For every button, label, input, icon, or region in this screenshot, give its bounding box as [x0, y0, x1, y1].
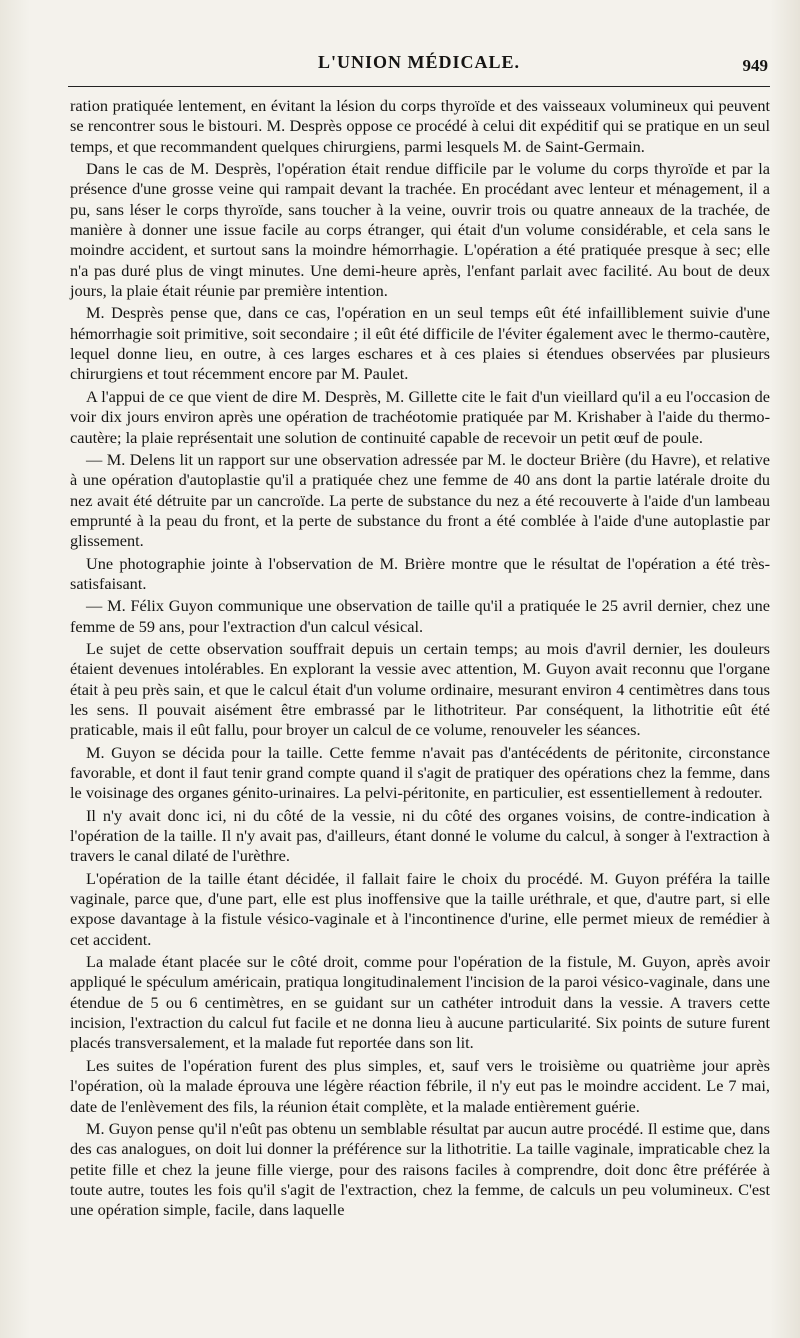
page-number: 949 [742, 56, 768, 75]
page-header [68, 46, 770, 87]
paragraph: La malade étant placée sur le côté droit, comme pour l'opération de la fistule, M. Guyon, après avoir appliqué le spéculum américain, pratiqua longitudinalement l'incision de la paroi vésico-vaginale, dans une étendue de 5 ou 6 centimètres, en se guidant sur un cathéter introduit dans la vessie. A travers cette incision, l'extraction du calcul fut facile et ne donna lieu à aucune particularité. Six points de suture furent placés transversalement, et la malade fut reportée dans son lit. [70, 952, 770, 1053]
paragraph: M. Desprès pense que, dans ce cas, l'opération en un seul temps eût été infailliblement suivie d'une hémorrhagie soit primitive, soit secondaire ; il eût été difficile de l'éviter également avec le thermo-cautère, lequel donne lieu, en outre, à ces larges eschares et à ces plaies si étendues observées par plusieurs chirurgiens et tout récemment encore par M. Paulet. [70, 303, 770, 384]
article-body [70, 96, 770, 1221]
paragraph: Le sujet de cette observation souffrait depuis un certain temps; au mois d'avril dernier, les douleurs étaient devenues intolérables. En explorant la vessie avec attention, M. Guyon avait reconnu que l'organe était à peu près sain, et que le calcul était d'un volume ordinaire, mesurant environ 4 centimètres dans tous les sens. Il pouvait aisément être embrassé par le lithotriteur. Par conséquent, la lithotritie eût été praticable, mais il eût fallu, pour broyer un calcul de ce volume, renouveler les séances. [70, 638, 770, 740]
running-title: L'UNION MÉDICALE. [317, 52, 521, 72]
paragraph: M. Guyon pense qu'il n'eût pas obtenu un semblable résultat par aucun autre procédé. Il estime que, dans des cas analogues, on doit lui donner la préférence sur la lithotritie. La taille vaginale, impraticable chez la petite fille et chez la jeune fille vierge, pour des raisons faciles à comprendre, doit donc être préférée à toute autre, toutes les fois qu'il s'agit de l'extraction, chez la femme, de calculs un peu volumineux. C'est une opération simple, facile, dans laquelle [70, 1118, 770, 1220]
paragraph: A l'appui de ce que vient de dire M. Desprès, M. Gillette cite le fait d'un vieillard qu'il a eu l'occasion de voir dix jours environ après une opération de trachéotomie pratiquée par M. Krishaber à l'aide du thermo-cautère; la plaie représentait une solution de continuité capable de recevoir un petit œuf de poule. [70, 386, 770, 447]
paragraph: ration pratiquée lentement, en évitant la lésion du corps thyroïde et des vaisseaux volumineux qui peuvent se rencontrer sous le bistouri. M. Desprès oppose ce procédé à celui dit expéditif qui se pratique en un seul temps, et que recommandent quelques chirurgiens, parmi lesquels M. de Saint-Germain. [70, 96, 770, 156]
paragraph: Il n'y avait donc ici, ni du côté de la vessie, ni du côté des organes voisins, de contre-indication à l'opération de la taille. Il n'y avait pas, d'ailleurs, étant donné le volume du calcul, à songer à l'extraction à travers le canal dilaté de l'urèthre. [70, 805, 770, 866]
paragraph: — M. Delens lit un rapport sur une observation adressée par M. le docteur Brière (du Havre), et relative à une opération d'autoplastie qu'il a pratiquée chez une femme de 40 ans dont la partie latérale droite du nez avait été détruite par un cancroïde. La perte de substance du nez a été recouverte à l'aide d'un lambeau emprunté à la peau du front, et la perte de substance du front a été comblée à l'aide d'une autoplastie par glissement. [70, 449, 770, 551]
paragraph: Dans le cas de M. Desprès, l'opération était rendue difficile par le volume du corps thyroïde et par la présence d'une grosse veine qui rampait devant la trachée. En procédant avec lenteur et ménagement, il a pu, sans léser le corps thyroïde, sans toucher à la veine, ouvrir trois ou quatre anneaux de la trachée, de manière à donner une issue facile au corps étranger, qui était d'un volume considérable, et cela sans le moindre accident, et surtout sans la moindre hémorrhagie. L'opération a été pratiquée presque à sec; elle n'a pas duré plus de vingt minutes. Une demi-heure après, l'enfant parlait avec facilité. Au bout de deux jours, la plaie était réunie par première intention. [70, 159, 770, 301]
paragraph: — M. Félix Guyon communique une observation de taille qu'il a pratiquée le 25 avril dernier, chez une femme de 59 ans, pour l'extraction d'un calcul vésical. [70, 596, 770, 636]
paragraph: Les suites de l'opération furent des plus simples, et, sauf vers le troisième ou quatrième jour après l'opération, où la malade éprouva une légère réaction fébrile, il n'y eut pas le moindre accident. Le 7 mai, date de l'enlèvement des fils, la réunion était complète, et la malade entièrement guérie. [70, 1055, 770, 1116]
paragraph: Une photographie jointe à l'observation de M. Brière montre que le résultat de l'opération a été très-satisfaisant. [70, 553, 770, 593]
paragraph: L'opération de la taille étant décidée, il fallait faire le choix du procédé. M. Guyon préféra la taille vaginale, parce que, d'une part, elle est plus inoffensive que la taille uréthrale, et que, d'autre part, si elle expose davantage à la fistule vésico-vaginale et à l'incontinence d'urine, elle permet mieux de remédier à cet accident. [70, 868, 770, 949]
paragraph: M. Guyon se décida pour la taille. Cette femme n'avait pas d'antécédents de péritonite, circonstance favorable, et dont il faut tenir grand compte quand il s'agit de pratiquer des opérations chez la femme, dans le voisinage des organes génito-urinaires. La pelvi-péritonite, en particulier, est essentiellement à redouter. [70, 742, 770, 803]
